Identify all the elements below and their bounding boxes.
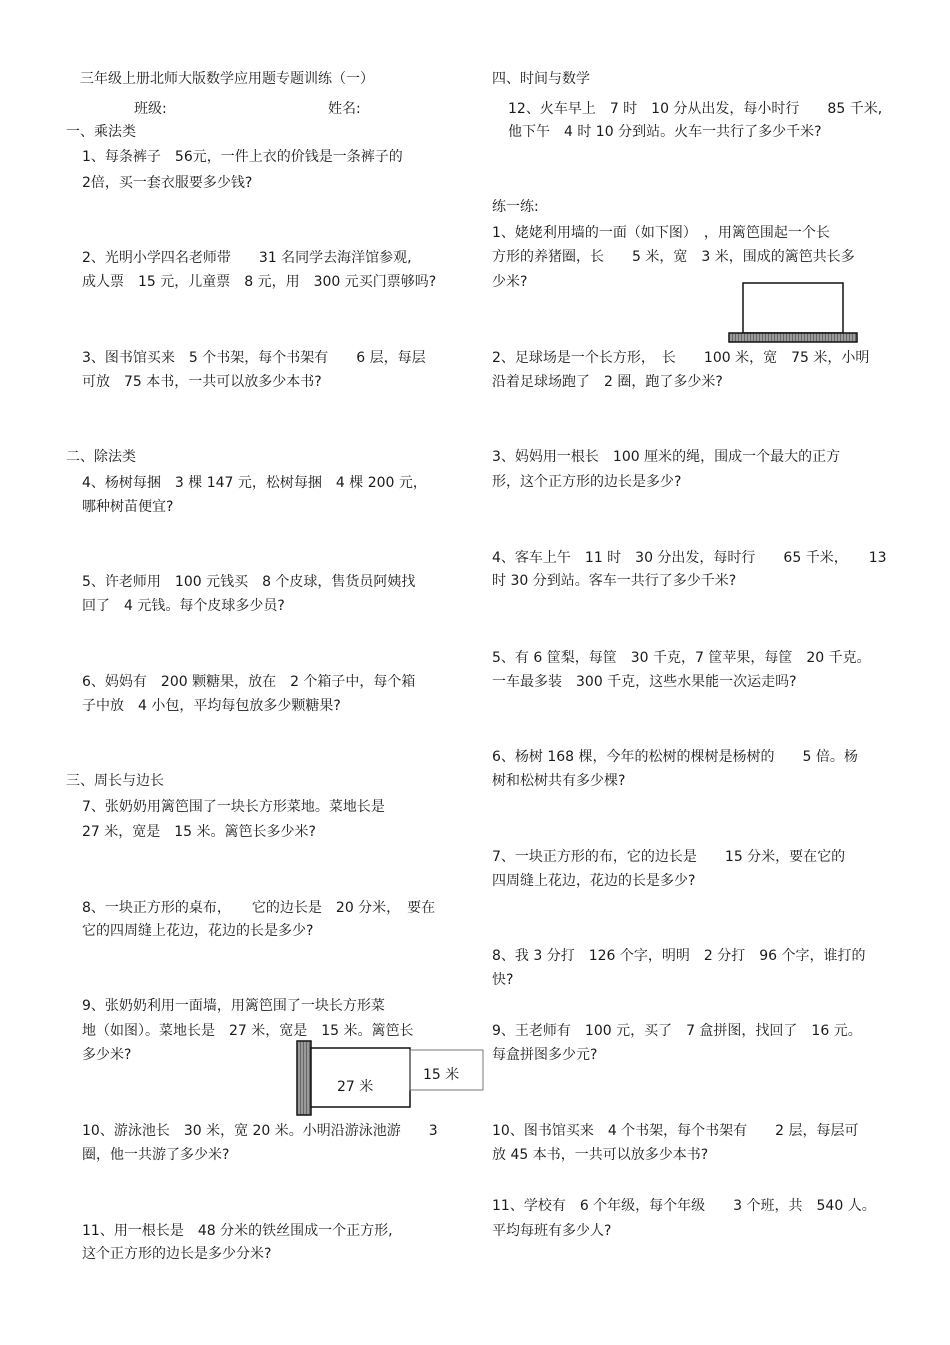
wall-shape xyxy=(729,333,857,342)
p3-line2: 形，这个正方形的边长是多少? xyxy=(492,474,682,490)
section-time: 四、时间与数学 xyxy=(492,71,590,87)
p2-line1: 2、足球场是一个长方形， 长 100 米，宽 75 米，小明 xyxy=(492,350,870,366)
q6-line1: 6、妈妈有 200 颗糖果，放在 2 个箱子中，每个箱 xyxy=(82,674,416,690)
page-title: 三年级上册北师大版数学应用题专题训练（一） xyxy=(80,71,374,87)
section-multiplication: 一、乘法类 xyxy=(66,124,136,140)
p4-line2: 时 30 分到站。客车一共行了多少千米? xyxy=(492,573,737,589)
q12-line2: 他下午 4 时 10 分到站。火车一共行了多少千米? xyxy=(508,124,822,140)
q8-line1: 8、一块正方形的桌布， 它的边长是 20 分米， 要在 xyxy=(82,900,436,916)
p2-line2: 沿着足球场跑了 2 圈，跑了多少米? xyxy=(492,374,723,390)
q9-width-label: 15 米 xyxy=(423,1067,460,1083)
p9-line1: 9、王老师有 100 元，买了 7 盒拼图，找回了 16 元。 xyxy=(492,1023,862,1039)
q12-line1: 12、火车早上 7 时 10 分从出发，每小时行 85 千米, xyxy=(508,101,883,117)
practice-heading: 练一练: xyxy=(492,199,539,215)
p5-line2: 一车最多装 300 千克，这些水果能一次运走吗? xyxy=(492,674,797,690)
q6-line2: 子中放 4 小包，平均每包放多少颗糖果? xyxy=(82,698,341,714)
q1-line2: 2倍，买一套衣服要多少钱? xyxy=(82,175,253,191)
p1-line1: 1、姥姥利用墙的一面（如下图） ，用篱笆围起一个长 xyxy=(492,225,830,241)
p5-line1: 5、有 6 筐梨，每筐 30 千克，7 筐苹果，每筐 20 千克。 xyxy=(492,650,871,666)
q2-line1: 2、光明小学四名老师带 31 名同学去海洋馆参观, xyxy=(82,250,412,266)
p1-line3: 少米? xyxy=(492,274,528,290)
section-division: 二、除法类 xyxy=(66,449,136,465)
q3-line2: 可放 75 本书，一共可以放多少本书? xyxy=(82,374,322,390)
p7-line1: 7、一块正方形的布，它的边长是 15 分米，要在它的 xyxy=(492,849,846,865)
section-perimeter: 三、周长与边长 xyxy=(66,773,164,789)
p7-line2: 四周缝上花边，花边的长是多少? xyxy=(492,873,696,889)
pen-rectangle xyxy=(743,283,843,333)
class-label: 班级: xyxy=(134,101,167,117)
p6-line1: 6、杨树 168 棵，今年的松树的棵树是杨树的 5 倍。杨 xyxy=(492,749,858,765)
q10-line1: 10、游泳池长 30 米，宽 20 米。小明沿游泳池游 3 xyxy=(82,1123,438,1139)
q9-line1: 9、张奶奶利用一面墙，用篱笆围了一块长方形菜 xyxy=(82,998,385,1014)
p3-line1: 3、妈妈用一根长 100 厘米的绳，围成一个最大的正方 xyxy=(492,449,841,465)
p6-line2: 树和松树共有多少棵? xyxy=(492,773,626,789)
q1-line1: 1、每条裤子 56元，一件上衣的价钱是一条裤子的 xyxy=(82,149,403,165)
q7-line1: 7、张奶奶用篱笆围了一块长方形菜地。菜地长是 xyxy=(82,799,385,815)
p8-line1: 8、我 3 分打 126 个字，明明 2 分打 96 个字，谁打的 xyxy=(492,948,866,964)
q9-length-label: 27 米 xyxy=(337,1079,374,1095)
p1-pen-figure xyxy=(726,281,862,345)
p10-line2: 放 45 本书，一共可以放多少本书? xyxy=(492,1147,709,1163)
q5-line2: 回了 4 元钱。每个皮球多少员? xyxy=(82,598,285,614)
p10-line1: 10、图书馆买来 4 个书架，每个书架有 2 层，每层可 xyxy=(492,1123,859,1139)
q5-line1: 5、许老师用 100 元钱买 8 个皮球，售货员阿姨找 xyxy=(82,574,416,590)
q7-line2: 27 米，宽是 15 米。篱笆长多少米? xyxy=(82,824,316,840)
p9-line2: 每盒拼图多少元? xyxy=(492,1047,598,1063)
q8-line2: 它的四周缝上花边，花边的长是多少? xyxy=(82,923,314,939)
p11-line2: 平均每班有多少人? xyxy=(492,1223,612,1239)
q9-line3: 多少米? xyxy=(82,1047,132,1063)
q11-line2: 这个正方形的边长是多少分米? xyxy=(82,1246,272,1262)
name-label: 姓名: xyxy=(328,101,361,117)
q3-line1: 3、图书馆买来 5 个书架，每个书架有 6 层，每层 xyxy=(82,350,426,366)
q4-line1: 4、杨树每捆 3 棵 147 元，松树每捆 4 棵 200 元， xyxy=(82,475,427,491)
wall-shape xyxy=(297,1041,311,1115)
p8-line2: 快? xyxy=(492,972,514,988)
q4-line2: 哪种树苗便宜? xyxy=(82,499,174,515)
p1-line2: 方形的养猪圈，长 5 米，宽 3 米，围成的篱笆共长多 xyxy=(492,249,855,265)
p4-line1: 4、客车上午 11 时 30 分出发，每时行 65 千米， 13 xyxy=(492,550,887,566)
q2-line2: 成人票 15 元，儿童票 8 元，用 300 元买门票够吗? xyxy=(82,274,437,290)
q9-line2: 地（如图）。菜地长是 27 米，宽是 15 米。篱笆长 xyxy=(82,1023,414,1039)
q11-line1: 11、用一根长是 48 分米的铁丝围成一个正方形, xyxy=(82,1223,393,1239)
q10-line2: 圈，他一共游了多少米? xyxy=(82,1147,230,1163)
p11-line1: 11、学校有 6 个年级，每个年级 3 个班，共 540 人。 xyxy=(492,1198,876,1214)
